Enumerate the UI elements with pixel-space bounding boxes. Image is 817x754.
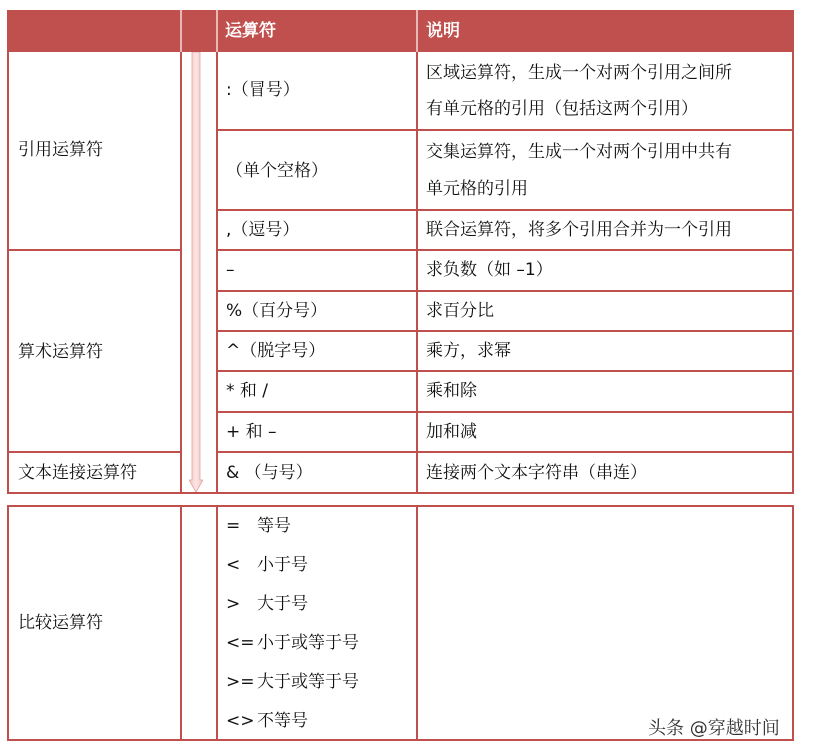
border-left — [7, 52, 9, 494]
column-divider — [180, 52, 182, 494]
description-cell: 联合运算符，将多个引用合并为一个引用 — [426, 220, 732, 240]
operator-cell: ,（逗号） — [226, 220, 300, 240]
row-divider — [216, 290, 794, 292]
description-cell: 乘和除 — [426, 381, 477, 401]
operator-cell: %（百分号） — [226, 301, 328, 321]
column-divider — [416, 505, 418, 741]
row-divider — [216, 370, 794, 372]
comparison-label: 小于号 — [257, 555, 308, 575]
description-cell: 连接两个文本字符串（串连） — [426, 463, 647, 483]
border-bottom — [7, 492, 794, 494]
description-cell: 区域运算符，生成一个对两个引用之间所 — [426, 63, 732, 83]
operator-cell: （单个空格） — [226, 161, 328, 181]
group-name: 文本连接运算符 — [18, 463, 137, 483]
table-header — [7, 10, 794, 52]
row-divider — [216, 451, 794, 453]
column-divider — [180, 505, 182, 741]
down-arrow-icon — [189, 52, 203, 492]
header-divider — [216, 10, 218, 52]
comparison-symbol: = — [226, 516, 241, 536]
border-top — [7, 505, 794, 507]
group-divider — [7, 451, 182, 453]
operator-cell: + 和 – — [226, 422, 277, 442]
operator-cell: & （与号） — [226, 463, 313, 483]
comparison-label: 小于或等于号 — [257, 633, 359, 653]
comparison-symbol: <> — [226, 711, 255, 731]
comparison-symbol: < — [226, 555, 241, 575]
group-divider — [7, 249, 182, 251]
description-cell: 求负数（如 –1） — [426, 260, 553, 280]
description-cell: 乘方，求幂 — [426, 341, 511, 361]
row-divider — [216, 411, 794, 413]
row-divider — [216, 249, 794, 251]
description-cell: 交集运算符，生成一个对两个引用中共有 — [426, 142, 732, 162]
description-cell: 加和减 — [426, 422, 477, 442]
operator-cell: :（冒号） — [226, 80, 300, 100]
watermark: 头条 @穿越时间 — [648, 718, 780, 739]
operator-cell: * 和 / — [226, 381, 269, 401]
comparison-symbol: > — [226, 594, 241, 614]
border-right — [792, 52, 794, 494]
column-divider — [216, 505, 218, 741]
comparison-symbol: >= — [226, 672, 255, 692]
description-cell: 单元格的引用 — [426, 179, 528, 199]
description-cell: 有单元格的引用（包括这两个引用） — [426, 99, 698, 119]
comparison-label: 等号 — [257, 516, 291, 536]
operator-cell: – — [226, 260, 235, 280]
border-left — [7, 505, 9, 741]
operator-cell: ^（脱字号） — [226, 341, 326, 361]
row-divider — [216, 129, 794, 131]
border-right — [792, 505, 794, 741]
column-divider — [216, 52, 218, 494]
row-divider — [216, 330, 794, 332]
group-name: 比较运算符 — [18, 613, 103, 633]
header-divider — [416, 10, 418, 52]
group-name: 算术运算符 — [18, 342, 103, 362]
operator-table — [7, 10, 794, 494]
group-name: 引用运算符 — [18, 140, 103, 160]
comparison-label: 大于号 — [257, 594, 308, 614]
header-description: 说明 — [426, 21, 460, 41]
header-operator: 运算符 — [225, 21, 276, 41]
column-divider — [416, 52, 418, 494]
row-divider — [216, 209, 794, 211]
comparison-table — [7, 505, 794, 741]
description-cell: 求百分比 — [426, 301, 494, 321]
comparison-symbol: <= — [226, 633, 255, 653]
comparison-label: 不等号 — [257, 711, 308, 731]
comparison-label: 大于或等于号 — [257, 672, 359, 692]
header-divider — [180, 10, 182, 52]
